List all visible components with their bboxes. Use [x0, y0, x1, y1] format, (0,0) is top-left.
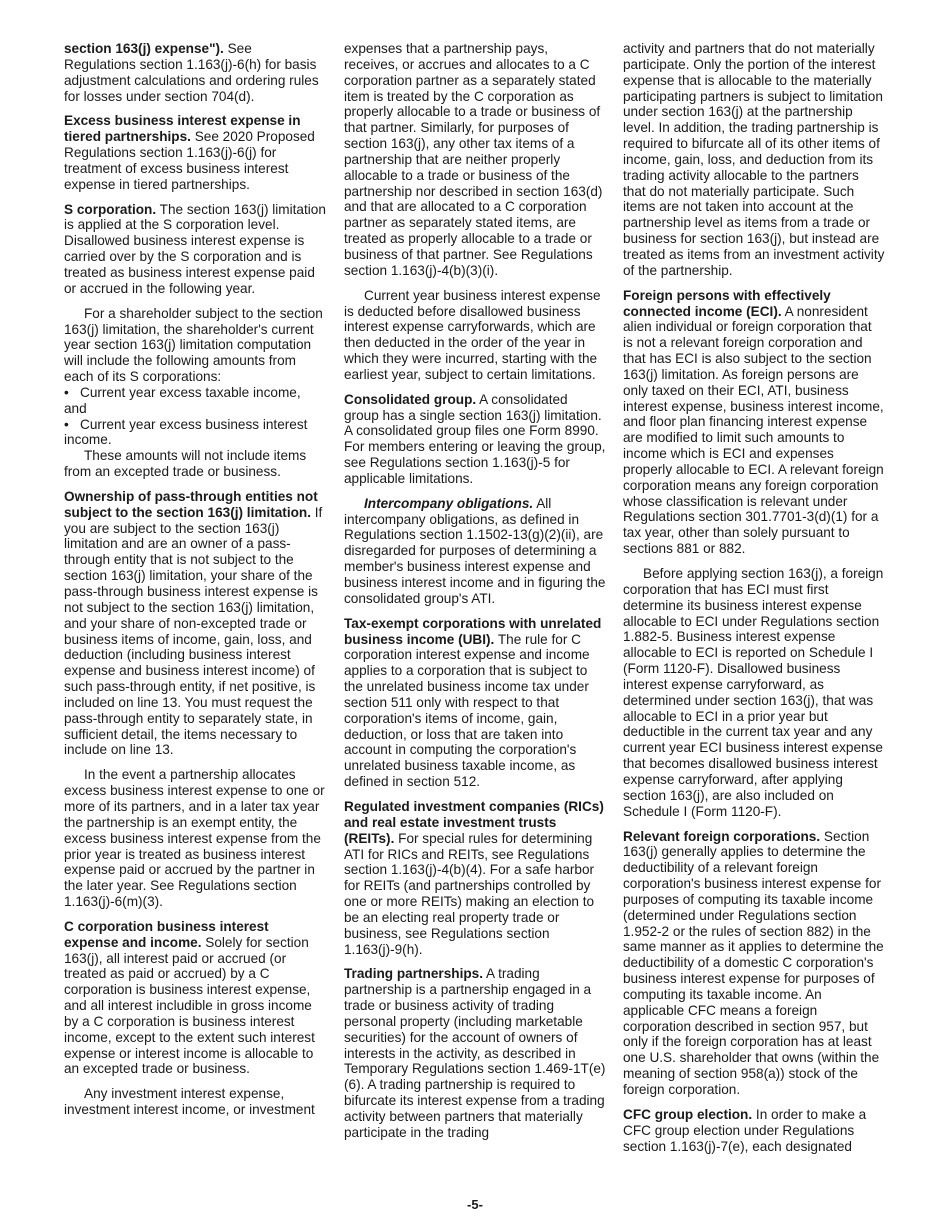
paragraph-text: If you are subject to the section 163(j) limitation and are an owner of a pass-through entity that is not subject to the section 163(j) limitation, your share of the pass-through business interest expense is not subject to the section 163(j) limitation, and your share of non-excepted trade or business items of income, gain, loss, and deduction (including business interest expense and business interest income) of such pass-through entity, if net positive, is included on line 13. You must request the pass-through entity to separately state, in sufficient detail, the items necessary to include on line 13.	[64, 504, 323, 758]
paragraph-heading: Excess business interest expense in tiered partnerships.	[64, 113, 301, 145]
paragraph-heading: S corporation.	[64, 201, 157, 217]
bullet-item-excess-taxable-income	[64, 385, 326, 417]
paragraph-excess-business-interest-tiered	[64, 113, 326, 192]
paragraph-heading: Intercompany obligations.	[364, 495, 534, 511]
paragraph-partnership-allocations: expenses that a partnership pays, receives, or accrues and allocates to a C corporation partner as a separately stated item is treated by the C corporation as properly allocable to a trade or business of that partner. Similarly, for purposes of section 163(j), any other tax items of a partnership that are neither properly allocable to a trade or business of the partnership nor described in section 163(d) and that are allocated to a C corporation partner as separately stated items, are treated as properly allocable to a trade or business of that partner. See Regulations section 1.163(j)-4(b)(3)(i).	[344, 41, 603, 278]
paragraph-trading-activity: activity and partners that do not materially participate. Only the portion of the interest expense that is allocable to the materially participating partners is subject to limitation under section 163(j) at the partnership level. In addition, the trading partnership is required to bifurcate all of its other items of income, gain, loss, and deduction from its trading activity allocable to the partners that do not materially participate. Such items are not taken into account at the partnership level as items from a trade or business for section 163(j), but instead are treated as items from an investment activity of the partnership.	[623, 41, 885, 278]
paragraph-heading: Regulated investment companies (RICs) and real estate investment trusts (REITs).	[344, 798, 604, 846]
paragraph-excepted-items: These amounts will not include items from an excepted trade or business.	[64, 448, 307, 480]
paragraph-text: The rule for C corporation interest expense and income applies to a corporation that is subject to the unrelated business income tax under section 511 only with respect to that corporation's items of income, gain, deduction, or loss that are taken into account in computing the corporation's unrelated business taxable income, as defined in section 512.	[344, 631, 590, 790]
paragraph-ownership-pass-through	[64, 489, 326, 758]
paragraph-heading: Relevant foreign corporations.	[623, 828, 821, 844]
bullet-text: Current year excess business interest income.	[64, 416, 308, 448]
paragraph-rics-reits	[344, 799, 606, 957]
paragraph-text: In order to make a CFC group election under Regulations section 1.163(j)-7(e), each designated	[623, 1106, 867, 1154]
paragraph-exempt-entity: In the event a partnership allocates excess business interest expense to one or more of its partners, and in a later tax year the partnership is an exempt entity, the excess business interest expense from the prior year is treated as business interest expense paid or accrued by the partner in the later year. See Regulations section 1.163(j)-6(m)(3).	[64, 767, 325, 910]
page-number: -5-	[467, 1197, 483, 1212]
paragraph-text: See 2020 Proposed Regulations section 1.163(j)-6(j) for treatment of excess business interest expense in tiered partnerships.	[64, 129, 315, 192]
paragraph-c-corporation-interest	[64, 919, 326, 1077]
paragraph-heading: section 163(j) expense").	[64, 41, 224, 56]
paragraph-cfc-group-election	[623, 1107, 885, 1155]
paragraph-heading: Consolidated group.	[344, 391, 477, 407]
bullet-icon: •	[64, 384, 69, 400]
column-middle	[344, 41, 606, 1150]
bullet-icon: •	[64, 416, 69, 432]
paragraph-foreign-corporation-eci: Before applying section 163(j), a foreign corporation that has ECI must first determine its business interest expense allocable to ECI under Regulations section 1.882-5. Business interest expense allocable to ECI is reported on Schedule I (Form 1120-F). Disallowed business interest expense carryforward, as determined under section 163(j), that was allocable to ECI in a prior year but deductible in the current tax year and any current year ECI business interest expense that becomes disallowed business interest expense carryforward, after applying section 163(j), are also included on Schedule I (Form 1120-F).	[623, 566, 884, 819]
paragraph-text: A nonresident alien individual or foreign corporation that is not a relevant foreign corporation and that has ECI is also subject to the section 163(j) limitation. As foreign persons are only taxed on their ECI, ATI, business interest expense, business interest income, and floor plan financing interest expense are modified to limit such amounts to income which is ECI and expenses properly allocable to ECI. A relevant foreign corporation means any foreign corporation whose classification is relevant under Regulations section 301.7701-3(d)(1) for a tax year, other than solely pursuant to sections 881 or 882.	[623, 303, 884, 557]
paragraph-text: Section 163(j) generally applies to determine the deductibility of a relevant foreign corporation's business interest expense for purposes of computing its taxable income (determined under Regulations section 1.952-2 or the rules of section 882) in the same manner as it applies to determine the deductibility of a domestic C corporation's business interest expense for purposes of computing its taxable income. An applicable CFC means a foreign corporation described in section 957, but only if the foreign corporation has at least one U.S. shareholder that owns (within the meaning of section 958(a)) stock of the foreign corporation.	[623, 828, 884, 1097]
paragraph-s-corporation	[64, 202, 326, 297]
paragraph-tax-exempt-corporations	[344, 616, 606, 790]
paragraph-intercompany-obligations	[344, 496, 606, 607]
paragraph-heading: Ownership of pass-through entities not subject to the section 163(j) limitation.	[64, 488, 318, 520]
paragraph-shareholder-limitation: For a shareholder subject to the section 163(j) limitation, the shareholder's current year section 163(j) limitation computation will include the following amounts from each of its S corporations:	[64, 305, 323, 385]
paragraph-heading: Foreign persons with effectively connected income (ECI).	[623, 287, 831, 319]
paragraph-section-163j-expense	[64, 41, 326, 104]
paragraph-consolidated-group	[344, 392, 606, 487]
paragraph-heading: Trading partnerships.	[344, 966, 483, 982]
paragraph-investment-interest: Any investment interest expense, investment interest income, or investment	[64, 1086, 315, 1118]
paragraph-trading-partnerships	[344, 966, 606, 1140]
paragraph-text: A consolidated group has a single section 163(j) limitation. A consolidated group files one Form 8990. For members entering or leaving the group, see Regulations section 1.163(j)-5 for applicable limitations.	[344, 391, 606, 486]
paragraph-text: A trading partnership is a partnership engaged in a trade or business activity of trading personal property (including marketable securities) for the account of owners of interests in the activity, as described in Temporary Regulations section 1.469-1T(e)(6). A trading partnership is required to bifurcate its interest expense from a trading activity between partners that materially participate in the trading	[344, 966, 606, 1140]
paragraph-text: The section 163(j) limitation is applied at the S corporation level. Disallowed business interest expense is carried over by the S corporation and is treated as business interest expense paid or accrued in the following year.	[64, 201, 326, 296]
paragraph-current-year-deduction: Current year business interest expense is deducted before disallowed business interest expense carryforwards, which are then deducted in the order of the year in which they were incurred, starting with the earliest year, subject to certain limitations.	[344, 287, 601, 382]
paragraph-text: Solely for section 163(j), all interest paid or accrued (or treated as paid or accrued) by a C corporation is business interest expense, and all interest includible in gross income by a C corporation is business interest income, except to the extent such interest expense or interest income is allocable to an excepted trade or business.	[64, 934, 315, 1077]
paragraph-heading: Tax-exempt corporations with unrelated business income (UBI).	[344, 615, 602, 647]
column-left	[64, 41, 326, 1127]
paragraph-heading: C corporation business interest expense and income.	[64, 918, 269, 950]
paragraph-text: All intercompany obligations, as defined in Regulations section 1.1502-13(g)(2)(ii), are disregarded for purposes of determining a member's business interest expense and business interest income and in figuring the consolidated group's ATI.	[344, 495, 606, 606]
bullet-text: Current year excess taxable income, and	[64, 384, 301, 416]
paragraph-foreign-persons-eci	[623, 288, 885, 557]
bullet-item-excess-business-interest-income	[64, 417, 326, 449]
paragraph-heading: CFC group election.	[623, 1106, 753, 1122]
column-right	[623, 41, 885, 1163]
paragraph-text: For special rules for determining ATI for RICs and REITs, see Regulations section 1.163(j)-4(b)(4). For a safe harbor for REITs (and partnerships controlled by one or more REITs) making an election to be an electing real property trade or business, see Regulations section 1.163(j)-9(h).	[344, 830, 595, 957]
paragraph-text: See Regulations section 1.163(j)-6(h) for basis adjustment calculations and ordering rules for losses under section 704(d).	[64, 41, 319, 104]
paragraph-relevant-foreign-corporations	[623, 829, 885, 1098]
